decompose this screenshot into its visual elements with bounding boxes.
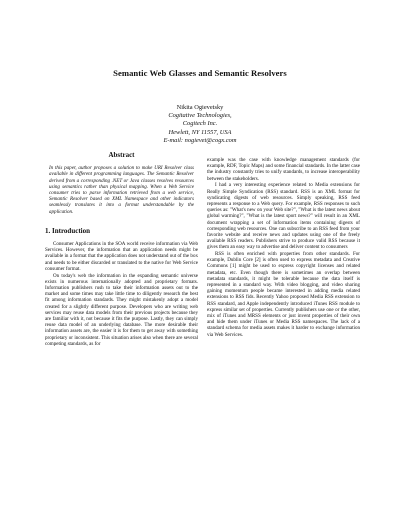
author-affiliation: Cogitative Technologies, <box>168 112 232 120</box>
right-column <box>207 157 360 338</box>
author-company: Cogitech Inc. <box>182 120 218 128</box>
abstract-text: In this paper, author proposes a solution to make URI Resolver class available in different programming languages. The Semantic Resolver derived from a corresponding .NET or Java classes resolves resources using semantics rather than physical mapping. When a Web Service consumer tries to parse information retrieved from a web service, Semantic Resolver based on XML Namespace and other indicators seamlessly translates it into a format understandable by the application. <box>49 165 194 215</box>
body-paragraph: example was the case with knowledge management standards (for example, RDF, Topic Maps) and some financial standards. In the latter case the industry constantly tries to unify standards, to increase interoperability between the stakeholders. <box>207 157 360 182</box>
author-block <box>0 104 400 145</box>
intro-paragraph: On today's web the information in the expanding semantic universe exists in numerous internationally adopted and proprietary formats. Information publishers rush to take their information assets out to the market and some times may take little time to diligently research the best fit among information standards. They might mistakenly adopt a model created for a slightly different purpose. Developers who are writing web services may reuse data models from their previous projects because they are familiar with it, not because it fits the purpose. Lastly, they can simply reuse data model of an underlying database. The more desirable their information assets are, the easier it is for them to get away with something proprietary or inconsistent. This situation arises also when there are several competing standards, as for <box>45 272 198 347</box>
author-name: Nikita Ogievetsky <box>176 104 224 111</box>
abstract-heading: Abstract <box>108 151 135 159</box>
intro-paragraph: Consumer Applications in the SOA world receive information via Web Services. However, the information that an application needs might be available in a format that the application does not understand out of the box and needs to be either discarded or translated to the native for Web Service consumer format. <box>45 241 198 272</box>
paper-title: Semantic Web Glasses and Semantic Resolvers <box>113 68 287 78</box>
author-email: E-mail: nogievet@cogx.com <box>163 136 237 144</box>
body-paragraph: I had a very interesting experience related to Media extensions for Really Simple Syndication (RSS) standard. RSS is an XML format for syndicating digests of web resources. Simply speaking, RSS feed represents a response to a Web query. For example, RSS responses to such queries as: "What's new on your Web site?", "What is the latest news about global warming?", "What is the latest sport news?" will result in an XML document wrapping a set of information items containing digests of corresponding web resources. One can subscribe to an RSS feed from your favorite website and receive news and updates using one of the freely available RSS readers. Publishers strive to produce valid RSS because it gives them an easy way to advertise and deliver content to consumers <box>207 182 360 251</box>
left-column <box>45 152 198 347</box>
section-heading-introduction: 1. Introduction <box>45 226 90 235</box>
body-paragraph: RSS is often enriched with properties from other standards. For example, Dublin Core [2] is often used to express metadata and Creative Commons [1] might be used to express copyright licenses and related metadata, etc. Even though there is sometimes an overlap between metadata standards, it might be tolerable because the data itself is represented in a standard way. With video blogging, and video sharing gaining momentum people became interested in adding media related extensions to RSS fids. Recently Yahoo proposed Media RSS extension to RSS standard, and Apple independently introduced iTunes RSS module to express similar set of properties. Currently publishers use one or the other, mix of iTunes and MRSS elements or just invent properties of their own and hide them under iTunes or Media RSS namespaces. The lack of a standard schema for media assets makes it harder to exchange information via Web Services. <box>207 251 360 338</box>
author-address: Hewlett, NY 11557, USA <box>168 128 232 136</box>
